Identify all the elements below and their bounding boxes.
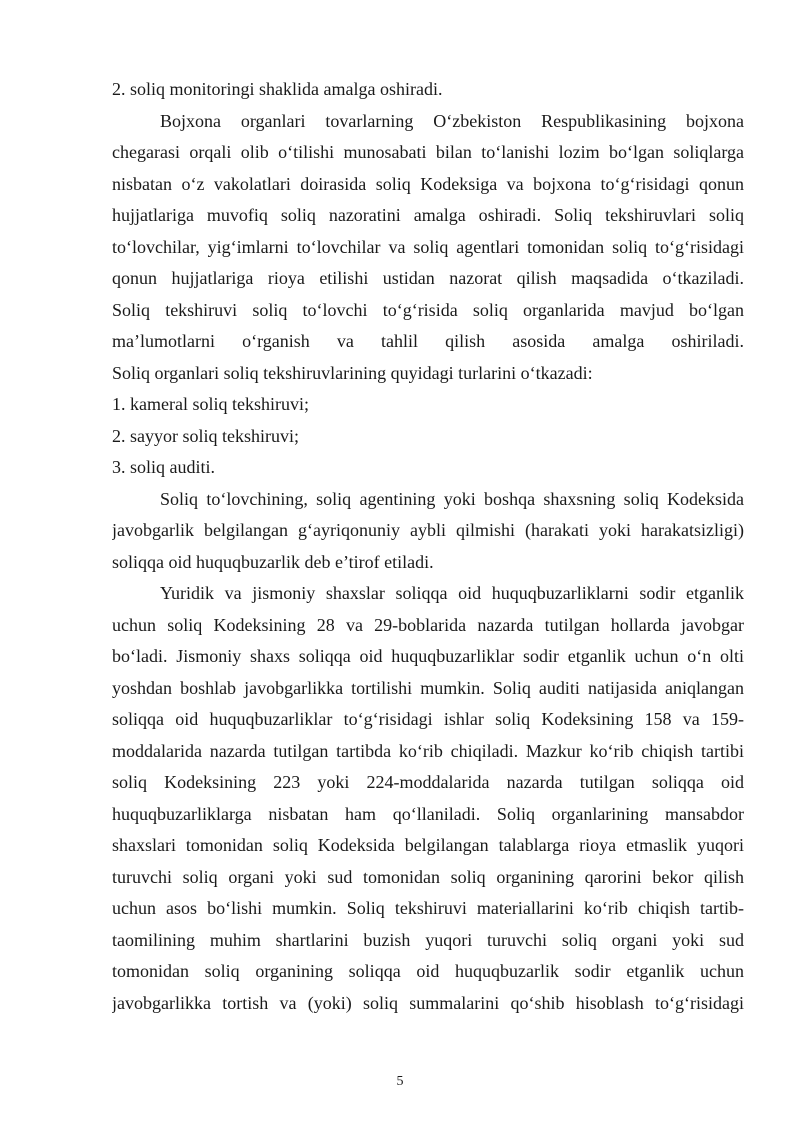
body-text <box>112 74 744 1019</box>
text-line: Soliq tekshiruvi soliq to‘lovchi to‘g‘risida soliq organlarida mavjud bo‘lgan <box>112 299 744 320</box>
text-line: uchun asos bo‘lishi mumkin. Soliq tekshiruvi materiallarini ko‘rib chiqish tartib- <box>112 898 744 918</box>
text-line: shaxslari tomonidan soliq Kodeksida belgilangan talablarga rioya etmaslik yuqori <box>112 835 744 855</box>
text-line: 3. soliq auditi. <box>112 457 215 477</box>
text-line: Bojxona organlari tovarlarning O‘zbekiston Respublikasining bojxona <box>160 110 744 131</box>
text-line: 1. kameral soliq tekshiruvi; <box>112 394 309 414</box>
text-line: turuvchi soliq organi yoki sud tomonidan soliq organining qarorini bekor qilish <box>112 866 744 887</box>
text-line: soliqqa oid huquqbuzarliklar to‘g‘risidagi ishlar soliq Kodeksining 158 va 159- <box>112 709 744 729</box>
text-line: 2. soliq monitoringi shaklida amalga oshiradi. <box>112 79 443 99</box>
text-line: Soliq to‘lovchining, soliq agentining yoki boshqa shaxsning soliq Kodeksida <box>160 488 744 509</box>
text-line: huquqbuzarliklarga nisbatan ham qo‘llaniladi. Soliq organlarining mansabdor <box>112 803 744 824</box>
text-line: soliq Kodeksining 223 yoki 224-moddalarida nazarda tutilgan soliqqa oid <box>112 772 744 792</box>
text-line: qonun hujjatlariga rioya etilishi ustidan nazorat qilish maqsadida o‘tkaziladi. <box>112 268 744 288</box>
text-line: moddalarida nazarda tutilgan tartibda ko‘rib chiqiladi. Mazkur ko‘rib chiqish tartibi <box>112 740 744 761</box>
text-line: chegarasi orqali olib o‘tilishi munosabati bilan to‘lanishi lozim bo‘lgan soliqlarga <box>112 142 744 162</box>
text-line: soliqqa oid huquqbuzarlik deb e’tirof etiladi. <box>112 551 434 572</box>
text-line: ma’lumotlarni o‘rganish va tahlil qilish asosida amalga oshiriladi. <box>112 331 744 351</box>
text-line: yoshdan boshlab javobgarlikka tortilishi mumkin. Soliq auditi natijasida aniqlangan <box>112 677 744 698</box>
page-number: 5 <box>396 1074 404 1089</box>
text-line: javobgarlik belgilangan g‘ayriqonuniy aybli qilmishi (harakati yoki harakatsizligi) <box>112 520 744 540</box>
text-line: hujjatlariga muvofiq soliq nazoratini amalga oshiradi. Soliq tekshiruvlari soliq <box>112 205 744 225</box>
text-line: Soliq organlari soliq tekshiruvlarining quyidagi turlarini o‘tkazadi: <box>112 362 593 383</box>
text-line: to‘lovchilar, yig‘imlarni to‘lovchilar va soliq agentlari tomonidan soliq to‘g‘risidagi <box>112 236 744 257</box>
text-line: javobgarlikka tortish va (yoki) soliq summalarini qo‘shib hisoblash to‘g‘risidagi <box>112 992 744 1013</box>
text-line: 2. sayyor soliq tekshiruvi; <box>112 425 299 446</box>
text-line: nisbatan o‘z vakolatlari doirasida soliq Kodeksiga va bojxona to‘g‘risidagi qonun <box>112 173 744 194</box>
text-line: bo‘ladi. Jismoniy shaxs soliqqa oid huquqbuzarliklar sodir etganlik uchun o‘n olti <box>112 646 744 666</box>
text-line: tomonidan soliq organining soliqqa oid huquqbuzarlik sodir etganlik uchun <box>112 961 744 981</box>
text-line: taomilining muhim shartlarini buzish yuqori turuvchi soliq organi yoki sud <box>112 929 744 950</box>
text-line: uchun soliq Kodeksining 28 va 29-boblarida nazarda tutilgan hollarda javobgar <box>112 614 744 635</box>
text-line: Yuridik va jismoniy shaxslar soliqqa oid huquqbuzarliklarni sodir etganlik <box>160 583 744 603</box>
